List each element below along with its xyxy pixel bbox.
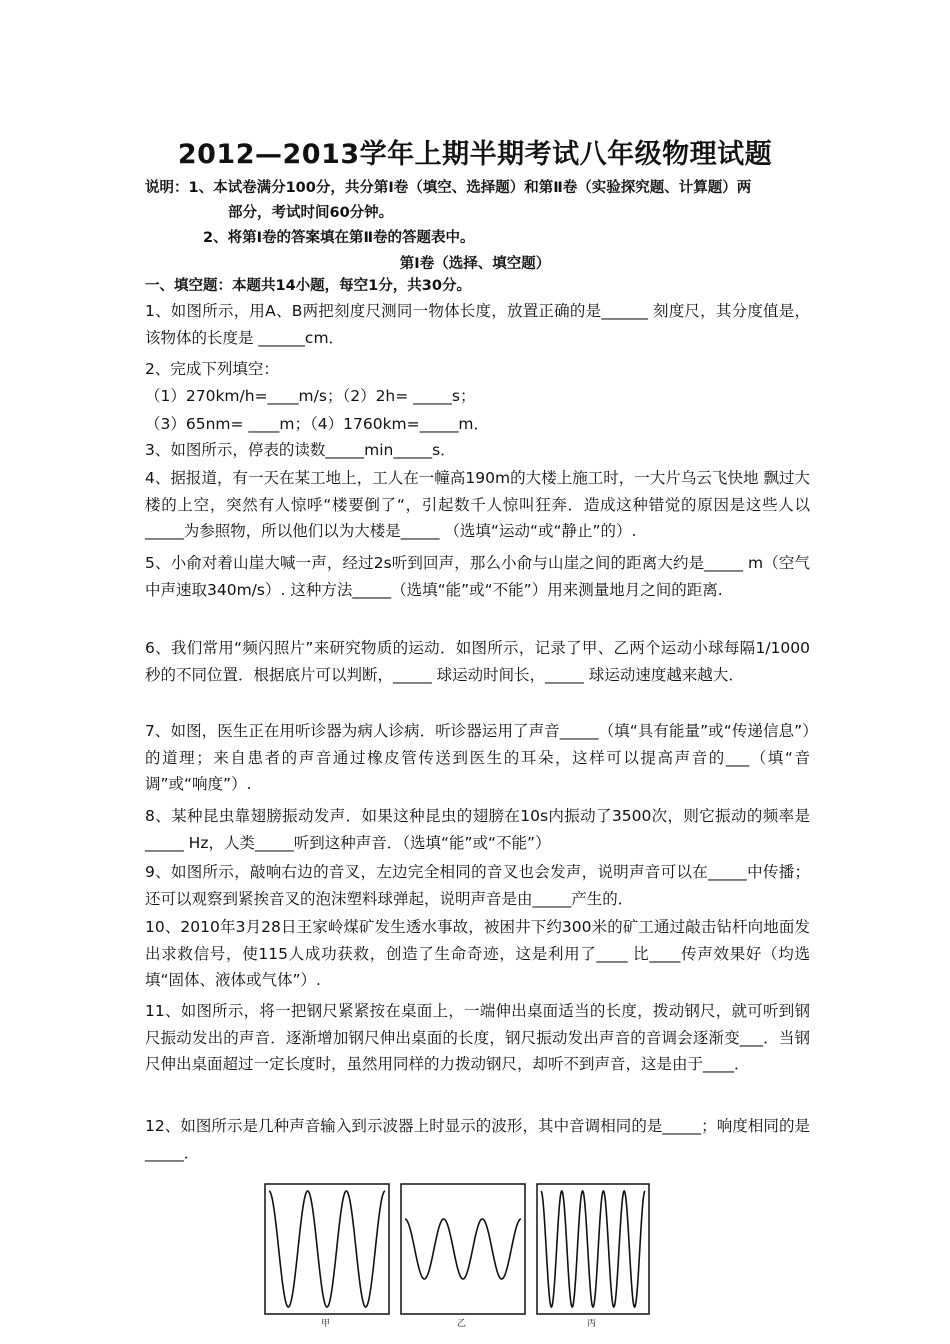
- question-5: 5、小俞对着山崖大喊一声，经过2s听到回声，那么小俞与山崖之间的距离大约是_____ m（空气中声速取340m/s）. 这种方法_____（选填“能”或“不能”）用来测量地月之间的距离.: [145, 554, 810, 599]
- question-9: 9、如图所示，敲响右边的音叉，左边完全相同的音叉也会发声，说明声音可以在_____中传播；还可以观察到紧挨音叉的泡沫塑料球弹起，说明声音是由_____产生的．: [145, 863, 810, 908]
- oscilloscope-waveforms: [263, 1180, 653, 1330]
- question-8: 8、某种昆虫靠翅膀振动发声．如果这种昆虫的翅膀在10s内振动了3500次，则它振动的频率是_____ Hz，人类_____听到这种声音．（选填“能”或“不能”）: [145, 807, 810, 852]
- waveform-label-jia: 甲: [321, 1319, 331, 1329]
- question-2: 2、完成下列填空：: [145, 360, 279, 378]
- waveform-jia: [265, 1184, 389, 1329]
- question-12: 12、如图所示是几种声音输入到示波器上时显示的波形，其中音调相同的是_____；响度相同的是_____．: [145, 1117, 810, 1162]
- question-4: 4、据报道，有一天在某工地上，工人在一幢高190m的大楼上施工时，一大片乌云飞快地 飘过大楼的上空，突然有人惊呼“楼要倒了“，引起数千人惊叫狂奔．造成这种错觉的原因是这些人以_____为参照物，所以他们以为大楼是_____ （选填“运动“或“静止”的）.: [145, 469, 810, 540]
- question-11: 11、如图所示，将一把钢尺紧紧按在桌面上，一端伸出桌面适当的长度，拨动钢尺，就可听到钢尺振动发出的声音．逐渐增加钢尺伸出桌面的长度，钢尺振动发出声音的音调会逐渐变___．当钢尺伸出桌面超过一定长度时，虽然用同样的力拨动钢尺，却听不到声音，这是由于____．: [145, 1002, 810, 1073]
- part-title: 第Ⅰ卷（选择、填空题）: [399, 256, 551, 272]
- instructions-line-1-cont: 部分，考试时间60分钟。: [228, 205, 394, 221]
- waveform-yi: [401, 1184, 525, 1329]
- section-heading: 一、填空题：本题共14小题，每空1分，共30分。: [145, 278, 471, 294]
- question-1: 1、如图所示，用A、B两把刻度尺测同一物体长度，放置正确的是______ 刻度尺，其分度值是，该物体的长度是 ______cm．: [145, 302, 810, 347]
- question-2-part-b: （3）65nm= ____m；（4）1760km=_____m．: [145, 415, 489, 433]
- instructions-line-2: 2、将第Ⅰ卷的答案填在第Ⅱ卷的答题表中。: [203, 230, 475, 246]
- question-6: 6、我们常用“频闪照片”来研究物质的运动．如图所示，记录了甲、乙两个运动小球每隔1/1000 秒的不同位置．根据底片可以判断，_____ 球运动时间长，_____ 球运动速度越来越大．: [145, 639, 810, 684]
- waveform-bing: [537, 1184, 649, 1329]
- instructions-line-1: 说明：1、本试卷满分100分，共分第Ⅰ卷（填空、选择题）和第Ⅱ卷（实验探究题、计算题）两: [145, 180, 752, 196]
- question-2-part-a: （1）270km/h=____m/s；（2）2h= _____s；: [145, 387, 476, 405]
- waveform-label-bing: 丙: [587, 1319, 597, 1329]
- question-7: 7、如图，医生正在用听诊器为病人诊病．听诊器运用了声音_____（填“具有能量”或“传递信息”）的道理；来自患者的声音通过橡皮管传送到医生的耳朵，这样可以提高声音的___（填“音调”或“响度”）.: [145, 722, 810, 793]
- question-3: 3、如图所示，停表的读数_____min_____s．: [145, 441, 456, 459]
- page-title: 2012—2013学年上期半期考试八年级物理试题: [177, 139, 773, 170]
- question-10: 10、2010年3月28日王家岭煤矿发生透水事故，被困井下约300米的矿工通过敲击钻杆向地面发出求救信号，使115人成功获救，创造了生命奇迹，这是利用了____ 比____传声效果好（均选填“固体、液体或气体”）.: [145, 918, 810, 989]
- waveform-label-yi: 乙: [457, 1319, 467, 1329]
